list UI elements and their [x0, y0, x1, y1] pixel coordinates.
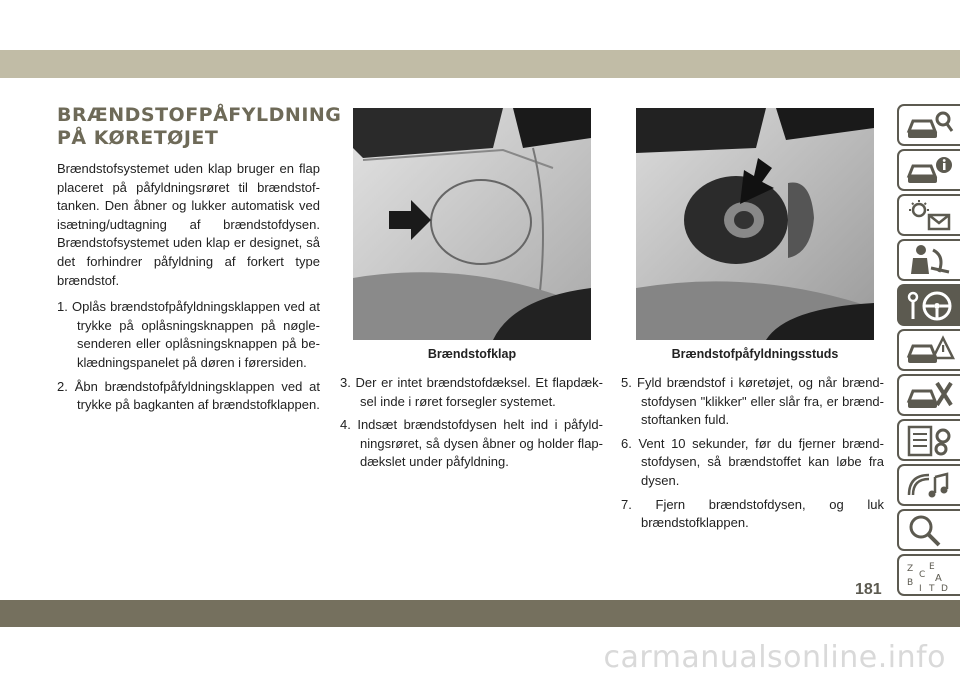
car-magnifier-icon: [905, 109, 955, 143]
step-item: 5. Fyld brændstof i køretøjet, og når brændstofdysen "klikker" eller slår fra, er brændstoftanken fuld.: [621, 375, 884, 428]
figure-caption-left: Brændstofklap: [427, 347, 517, 361]
watermark: carmanualsonline.info: [603, 640, 946, 675]
seat-airbag-icon: [905, 244, 955, 278]
svg-text:T: T: [929, 584, 935, 593]
column-3: [621, 374, 884, 538]
fuel-filler-photo: [636, 108, 874, 340]
page-number: 181: [855, 581, 882, 598]
figure-caption-right: Brændstofpåfyldningsstuds: [671, 347, 839, 361]
title-line-2: PÅ KØRETØJET: [57, 127, 219, 149]
step-item: 3. Der er intet brændstofdæksel. Et flapdæksel inde i røret forsegler systemet.: [340, 375, 603, 409]
steps-list-2: [340, 374, 603, 472]
step-item: 2. Åbn brændstofpåfyldningsklappen ved at trykke på bagkanten af brændstofklappen.: [57, 378, 320, 413]
column-1: [57, 160, 320, 420]
tab-multimedia[interactable]: [897, 464, 960, 506]
svg-text:C: C: [919, 570, 926, 580]
column-2: [340, 374, 603, 477]
svg-text:E: E: [929, 562, 935, 572]
step-item: 7. Fjern brændstofdysen, og luk brændstofklappen.: [621, 496, 884, 531]
warning-light-message-icon: [905, 199, 955, 233]
tab-index[interactable]: [897, 554, 960, 596]
car-wrench-icon: [905, 379, 955, 413]
svg-text:A: A: [935, 573, 942, 584]
page-title: [57, 104, 342, 150]
title-line-1: BRÆNDSTOFPÅFYLDNING: [57, 104, 342, 126]
tab-car-wrench[interactable]: [897, 374, 960, 416]
fuel-door-photo: [353, 108, 591, 340]
music-navigation-icon: [905, 469, 955, 503]
svg-text:I: I: [919, 584, 922, 593]
intro-paragraph: Brændstofsystemet uden klap bruger en flap placeret på påfyldningsrøret til brændstoftanken. Den åbner og lukker automatisk ved isætning/udtagning af brændstofdysen. Brændstofsystemet uden klap er designet, så det forhindrer påfyldning af forkert type brændstof.: [57, 161, 320, 288]
index-alphabet-icon: [905, 559, 955, 593]
step-item: 4. Indsæt brændstofdysen helt ind i påfyldningsrøret, så dysen åbner og holder flapdækslet under påfyldning.: [340, 417, 603, 470]
tab-search[interactable]: [897, 509, 960, 551]
tab-warning-lights[interactable]: [897, 194, 960, 236]
step-item: 1. Oplås brændstofpåfyldningsklappen ved at trykke på oplåsningsknappen på nøglesenderen eller oplåsningsknappen på beklædningspanelet på døren i førersiden.: [57, 299, 320, 370]
tab-checklist-gear[interactable]: [897, 419, 960, 461]
tab-car-info[interactable]: [897, 149, 960, 191]
car-hazard-icon: [905, 334, 955, 368]
tab-seat-airbag[interactable]: [897, 239, 960, 281]
step-item: 6. Vent 10 sekunder, før du fjerner brændstofdysen, så brændstoffet kan løbe fra dysen.: [621, 435, 884, 488]
tab-car-hazard[interactable]: [897, 329, 960, 371]
key-steering-wheel-icon: [905, 289, 955, 323]
checklist-gear-icon: [905, 424, 955, 458]
steps-list-3: [621, 374, 884, 533]
bottom-band: [0, 600, 960, 627]
svg-text:B: B: [907, 578, 914, 588]
svg-text:D: D: [941, 584, 948, 593]
top-band: [0, 50, 960, 78]
car-info-icon: [905, 154, 955, 188]
tab-car-magnifier[interactable]: [897, 104, 960, 146]
search-icon: [905, 514, 955, 548]
svg-text:Z: Z: [907, 564, 914, 574]
tab-starting-operating[interactable]: [897, 284, 960, 326]
steps-list-1: [57, 298, 320, 415]
